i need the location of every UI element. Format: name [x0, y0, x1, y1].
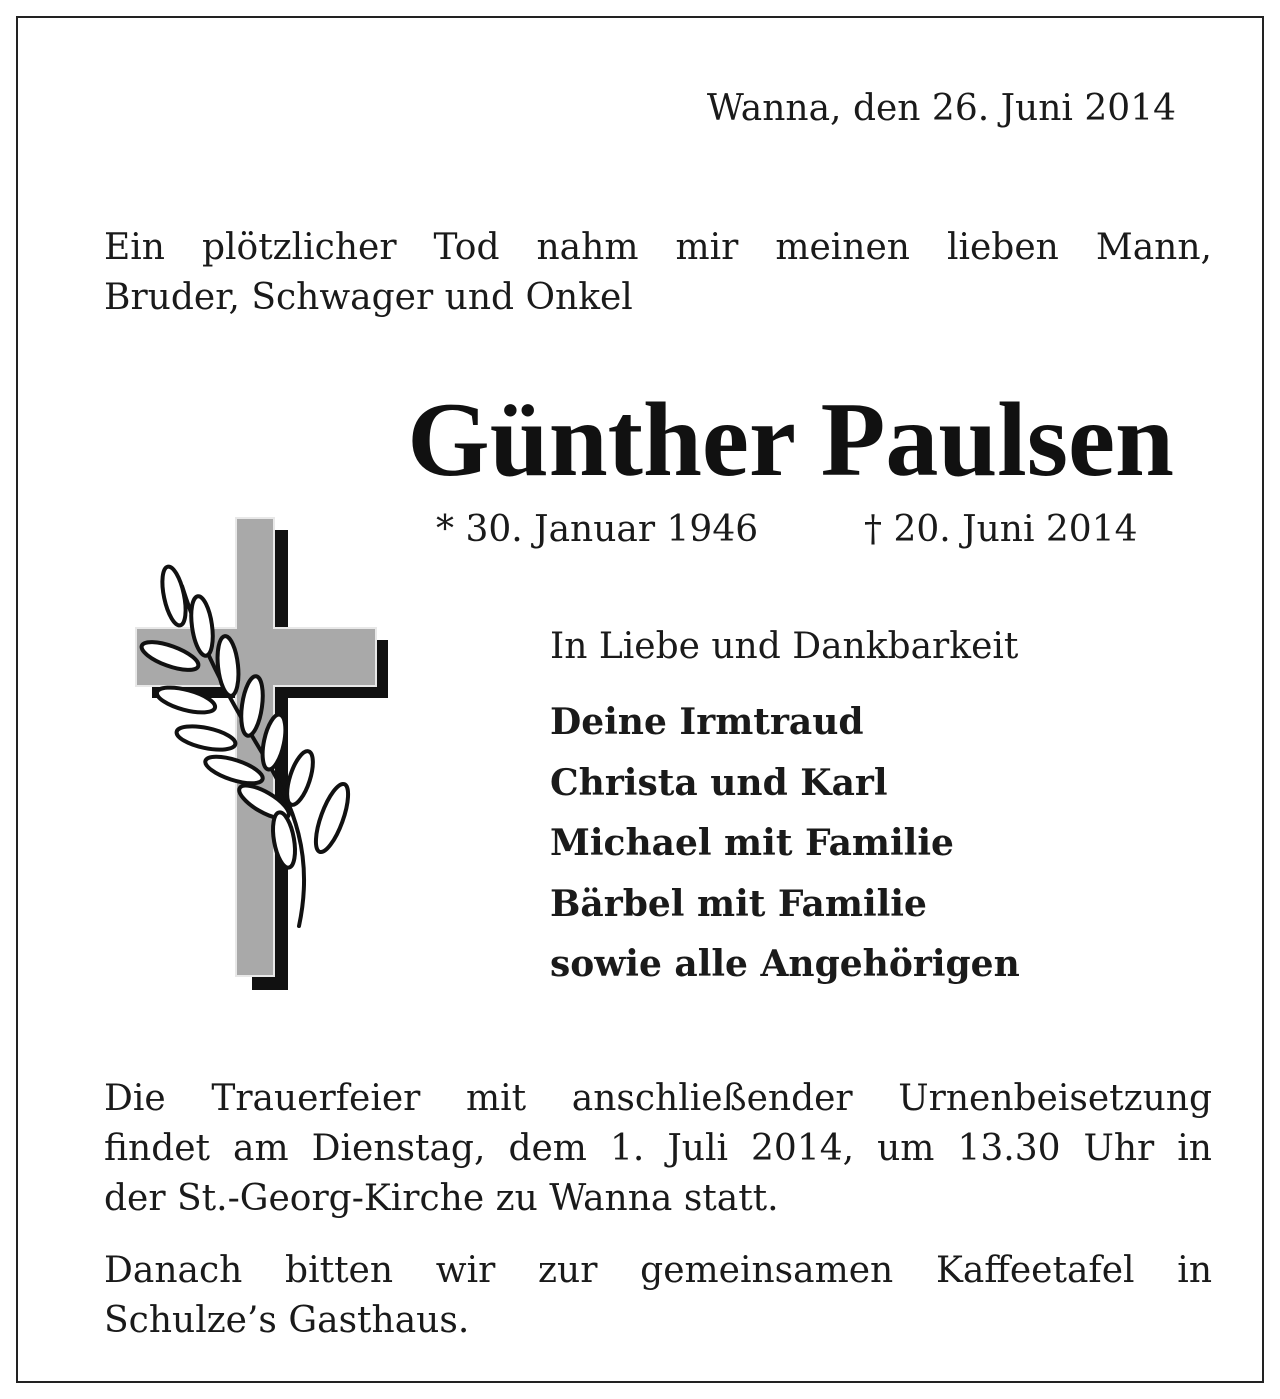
- service-text: [104, 1074, 1212, 1224]
- place-date: Wanna, den 26. Juni 2014: [706, 88, 1176, 129]
- intro-text: [104, 223, 1212, 323]
- mourners-list: [550, 692, 1020, 995]
- coffee-line-2: Schulze’s Gasthaus.: [104, 1300, 470, 1341]
- notice-frame: [16, 16, 1264, 1383]
- mourner-name: Bärbel mit Familie: [550, 882, 927, 925]
- mourner-name: Deine Irmtraud: [550, 701, 864, 743]
- deceased-name: Günther Paulsen: [407, 381, 1174, 498]
- thanks-line: In Liebe und Dankbarkeit: [550, 626, 1019, 667]
- mourner-name: sowie alle Angehörigen: [550, 943, 1020, 985]
- coffee-line-1: Danach bitten wir zur gemeinsamen Kaffeetafel in: [104, 1250, 1212, 1291]
- death-date: † 20. Juni 2014: [864, 509, 1138, 550]
- birth-date: * 30. Januar 1946: [436, 509, 759, 550]
- service-line-1: Die Trauerfeier mit anschließender Urnenbeisetzung: [104, 1078, 1212, 1119]
- mourner-name: Michael mit Familie: [550, 822, 954, 864]
- coffee-text: [104, 1246, 1212, 1346]
- service-line-3: der St.-Georg-Kirche zu Wanna statt.: [104, 1178, 779, 1219]
- mourner-name: Christa und Karl: [550, 761, 888, 804]
- intro-line-1: Ein plötzlicher Tod nahm mir meinen lieben Mann,: [104, 227, 1212, 268]
- cross-with-palm-branch-icon: [124, 506, 404, 1006]
- service-line-2: findet am Dienstag, dem 1. Juli 2014, um 13.30 Uhr in: [104, 1128, 1212, 1169]
- intro-line-2: Bruder, Schwager und Onkel: [104, 277, 633, 318]
